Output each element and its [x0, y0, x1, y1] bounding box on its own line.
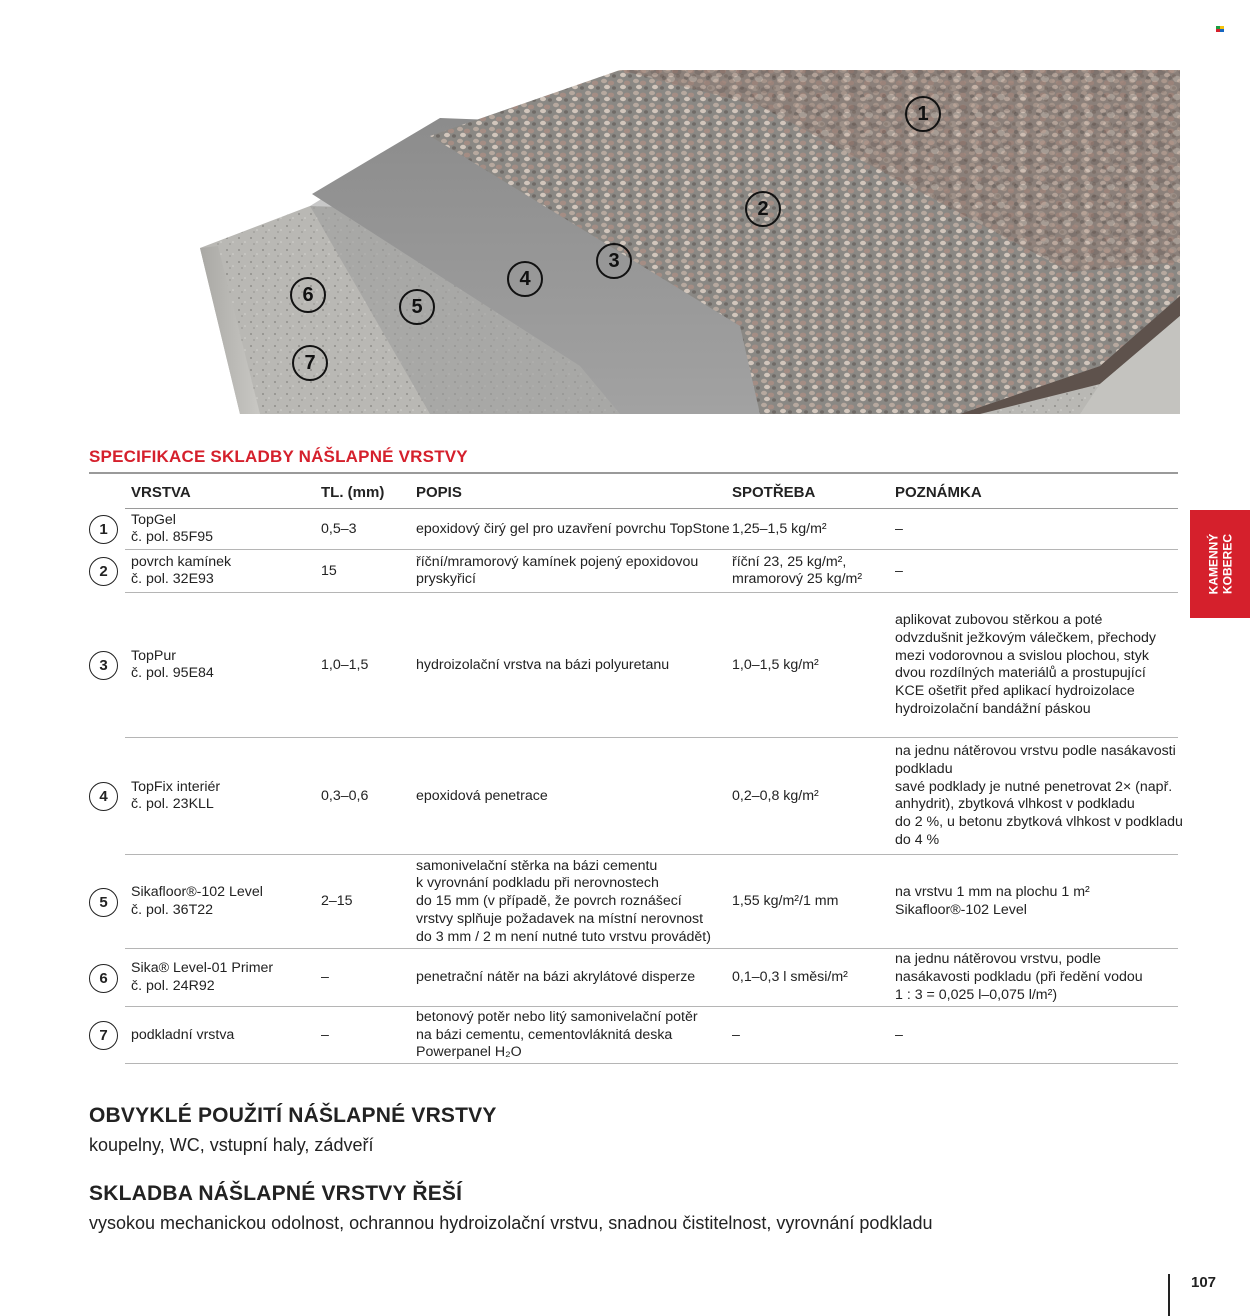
cell-popis [416, 858, 726, 947]
cell-line: 15 [321, 562, 337, 579]
row-divider [125, 1063, 1178, 1064]
layer-badge-1: 1 [905, 96, 941, 132]
cell-spotreba [732, 969, 892, 987]
title-rule [89, 472, 1178, 474]
layer-badge-2: 2 [745, 191, 781, 227]
cell-line: na jednu nátěrovou vrstvu, podle [895, 951, 1101, 968]
cell-line: penetrační nátěr na bázi akrylátové disperze [416, 969, 696, 986]
cell-line: č. pol. 95E84 [131, 665, 214, 682]
cell-tl [321, 1027, 411, 1045]
cell-line: do 15 mm (v případě, že povrch roznášecí [416, 893, 682, 910]
section-title: SPECIFIKACE SKLADBY NÁŠLAPNÉ VRSTVY [89, 447, 468, 466]
cell-line: říční/mramorový kamínek pojený epoxidovou [416, 553, 699, 570]
cell-line: povrch kamínek [131, 553, 232, 570]
cell-vrstva [131, 648, 316, 684]
solves-title: SKLADBA NÁŠLAPNÉ VRSTVY ŘEŠÍ [89, 1182, 463, 1205]
cell-poznamka [895, 612, 1178, 719]
cell-spotreba [732, 521, 892, 539]
header-popis: POPIS [416, 484, 462, 501]
cell-line: vrstvy splňuje požadavek na místní nerovnost [416, 910, 704, 927]
cell-line: 0,2–0,8 kg/m² [732, 787, 819, 804]
cell-line: na jednu nátěrovou vrstvu podle nasákavosti [895, 743, 1176, 760]
cell-popis [416, 969, 726, 987]
cell-line: – [895, 1026, 903, 1043]
cell-line: anhydrit), zbytková vlhkost v podkladu [895, 796, 1135, 813]
cell-line: Powerpanel H₂O [416, 1044, 522, 1061]
cell-line: č. pol. 85F95 [131, 529, 214, 546]
cell-popis [416, 554, 726, 590]
cell-line: – [895, 562, 903, 579]
cell-line: č. pol. 36T22 [131, 901, 214, 918]
cell-popis [416, 788, 726, 806]
table-row [89, 855, 1178, 949]
cell-line: savé podklady je nutné penetrovat 2× (např. [895, 778, 1173, 795]
cell-vrstva [131, 779, 316, 815]
cell-line: k vyrovnání podkladu při nerovnostech [416, 875, 659, 892]
cell-spotreba [732, 657, 892, 675]
row-number-badge: 7 [89, 1021, 118, 1050]
cell-line: TopFix interiér [131, 778, 221, 795]
usage-title: OBVYKLÉ POUŽITÍ NÁŠLAPNÉ VRSTVY [89, 1104, 497, 1127]
layer-stack-illustration [200, 66, 1185, 418]
header-spotreba: SPOTŘEBA [732, 484, 816, 501]
cell-line: podkladu [895, 760, 953, 777]
layer-badge-7: 7 [292, 345, 328, 381]
solves-text: vysokou mechanickou odolnost, ochrannou hydroizolační vrstvu, snadnou čistitelnost, vyrovnání podkladu [89, 1213, 933, 1233]
cell-poznamka [895, 521, 1178, 539]
cell-line: 1,0–1,5 kg/m² [732, 656, 819, 673]
cell-tl [321, 788, 411, 806]
cell-line: epoxidový čirý gel pro uzavření povrchu TopStone [416, 520, 730, 537]
cell-tl [321, 563, 411, 581]
cell-line: aplikovat zubovou stěrkou a poté [895, 612, 1103, 629]
cell-poznamka [895, 1027, 1178, 1045]
cell-line: – [895, 520, 903, 537]
layer-badge-5: 5 [399, 289, 435, 325]
cell-vrstva [131, 554, 316, 590]
cell-line: – [732, 1026, 740, 1043]
cell-line: do 3 mm / 2 m není nutné tuto vrstvu provádět) [416, 928, 711, 945]
cell-line: 0,1–0,3 l směsi/m² [732, 969, 848, 986]
section-side-tab [1190, 510, 1250, 618]
cell-line: č. pol. 23KLL [131, 796, 214, 813]
layer-badge-4: 4 [507, 261, 543, 297]
cell-tl [321, 521, 411, 539]
table-row [89, 949, 1178, 1007]
cell-poznamka [895, 563, 1178, 581]
row-number-badge: 6 [89, 964, 118, 993]
row-number-badge: 3 [89, 651, 118, 680]
cell-line: epoxidová penetrace [416, 787, 548, 804]
page-number: 107 [1191, 1274, 1217, 1291]
cell-tl [321, 657, 411, 675]
cell-line: KCE ošetřit před aplikací hydroizolace [895, 683, 1135, 700]
cell-popis [416, 657, 726, 675]
cell-vrstva [131, 884, 316, 920]
usage-text: koupelny, WC, vstupní haly, zádveří [89, 1135, 374, 1155]
table-row [89, 593, 1178, 738]
cell-vrstva [131, 1027, 316, 1045]
cell-spotreba [732, 893, 892, 911]
cell-line: podkladní vrstva [131, 1026, 235, 1043]
table-row [89, 738, 1183, 855]
cell-poznamka [895, 884, 1178, 920]
cell-line: hydroizolační vrstva na bázi polyuretanu [416, 656, 670, 673]
cell-line: – [321, 1026, 329, 1043]
row-number-badge: 1 [89, 515, 118, 544]
cell-line: 0,5–3 [321, 520, 357, 537]
cell-poznamka [895, 743, 1183, 850]
cell-line: dvou rozdílných materiálů a prostupující [895, 665, 1146, 682]
cell-line: do 4 % [895, 832, 940, 849]
cell-line: nasákavosti podkladu (při ředění vodou [895, 969, 1143, 986]
cell-line: 2–15 [321, 893, 353, 910]
layer-badge-3: 3 [596, 243, 632, 279]
table-body [89, 509, 1183, 1064]
table-row [89, 509, 1178, 550]
cell-spotreba [732, 1027, 892, 1045]
brand-logo-mark [1216, 26, 1226, 34]
cell-line: betonový potěr nebo litý samonivelační potěr [416, 1008, 698, 1025]
layer-badge-6: 6 [290, 277, 326, 313]
cell-line: 1,25–1,5 kg/m² [732, 520, 827, 537]
cell-line: – [321, 969, 329, 986]
cell-line: 0,3–0,6 [321, 787, 369, 804]
header-vrstva: VRSTVA [131, 484, 191, 501]
cell-line: do 2 %, u betonu zbytková vlhkost v podkladu [895, 814, 1183, 831]
header-tl: TL. (mm) [321, 484, 385, 501]
side-tab-line1: KAMENNÝ [1206, 533, 1221, 595]
table-row [89, 1007, 1178, 1064]
specification-table [89, 476, 1183, 1064]
row-number-badge: 4 [89, 782, 118, 811]
cell-line: TopPur [131, 647, 176, 664]
table-header [125, 476, 1178, 509]
cell-line: na vrstvu 1 mm na plochu 1 m² [895, 884, 1090, 901]
cell-line: mezi vodorovnou a svislou plochou, styk [895, 647, 1149, 664]
cell-vrstva [131, 960, 316, 996]
layer-stack-drawing [200, 66, 1185, 418]
cell-line: mramorový 25 kg/m² [732, 571, 863, 588]
cell-tl [321, 969, 411, 987]
cell-line: pryskyřicí [416, 571, 476, 588]
cell-line: 1,0–1,5 [321, 656, 369, 673]
cell-line: odvzdušnit ježkovým válečkem, přechody [895, 629, 1157, 646]
cell-line: na bázi cementu, cementovláknitá deska [416, 1026, 673, 1043]
cell-line: TopGel [131, 511, 176, 528]
row-number-badge: 2 [89, 557, 118, 586]
cell-line: č. pol. 24R92 [131, 977, 215, 994]
cell-popis [416, 1009, 726, 1062]
table-row [89, 550, 1178, 593]
cell-vrstva [131, 512, 316, 548]
row-number-badge: 5 [89, 888, 118, 917]
cell-line: Sikafloor®-102 Level [895, 901, 1027, 918]
header-poznamka: POZNÁMKA [895, 484, 982, 501]
cell-line: 1 : 3 = 0,025 l–0,075 l/m²) [895, 986, 1058, 1003]
cell-line: 1,55 kg/m²/1 mm [732, 893, 839, 910]
cell-spotreba [732, 788, 892, 806]
cell-line: č. pol. 32E93 [131, 571, 214, 588]
cell-tl [321, 893, 411, 911]
cell-spotreba [732, 554, 892, 590]
page-rule [1168, 1274, 1170, 1316]
cell-poznamka [895, 951, 1178, 1004]
cell-line: samonivelační stěrka na bázi cementu [416, 857, 658, 874]
cell-line: Sikafloor®-102 Level [131, 884, 263, 901]
cell-popis [416, 520, 730, 539]
cell-line: říční 23, 25 kg/m², [732, 553, 847, 570]
side-tab-line2: KOBEREC [1220, 533, 1235, 595]
cell-line: Sika® Level-01 Primer [131, 960, 274, 977]
cell-line: hydroizolační bandážní páskou [895, 701, 1091, 718]
